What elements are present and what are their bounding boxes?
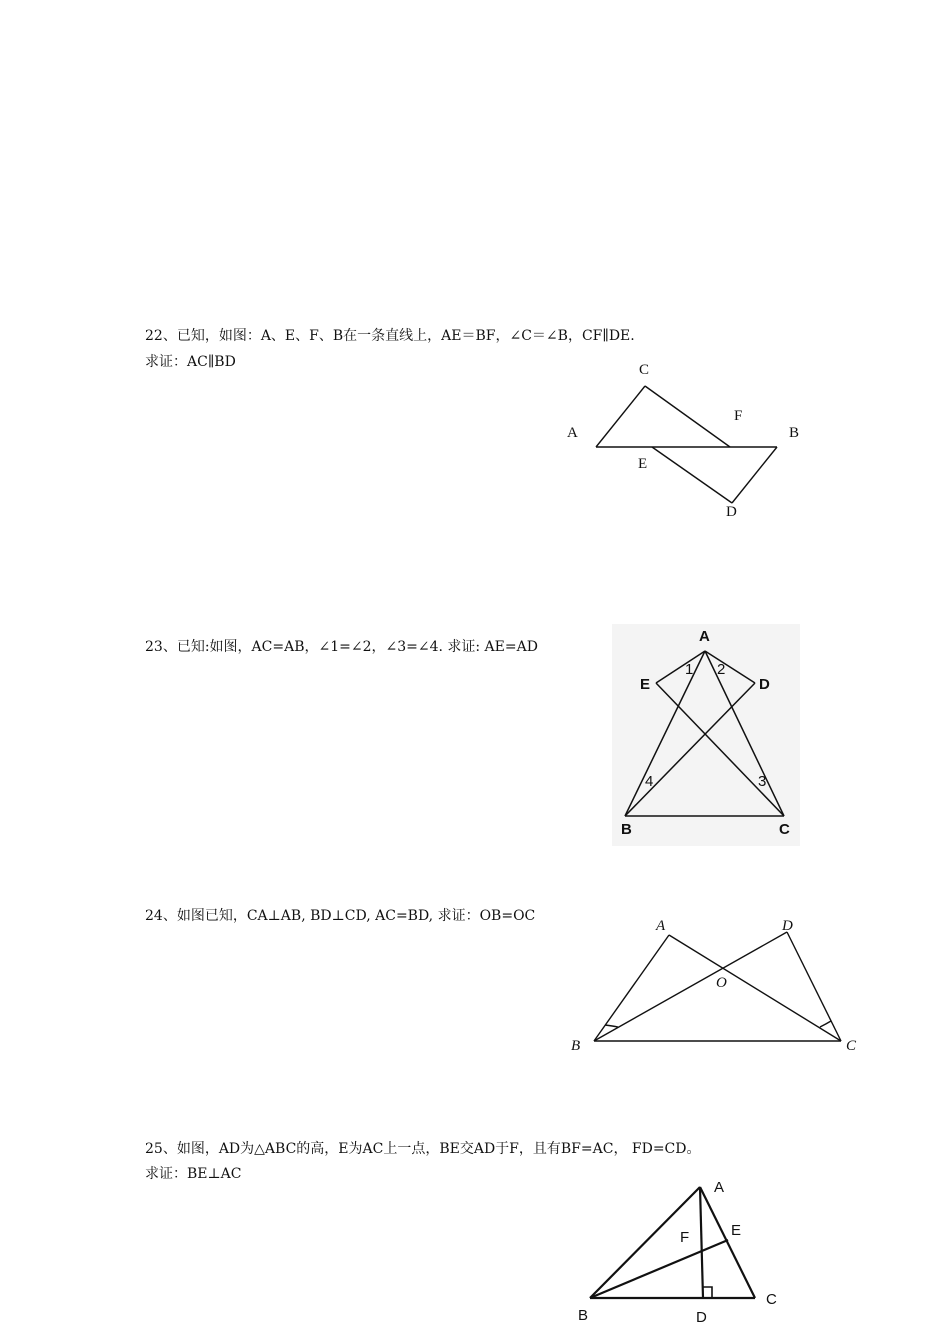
- segment-cf: [645, 386, 730, 447]
- angle-mark-b: [605, 1025, 618, 1027]
- problem-24-statement: 24、如图已知，CA⊥AB, BD⊥CD, AC=BD, 求证：OB=OC: [145, 908, 536, 924]
- right-angle-mark: [703, 1287, 712, 1298]
- problem-23-statement: 23、已知:如图，AC=AB，∠1=∠2，∠3=∠4. 求证: AE=AD: [145, 639, 538, 655]
- problem-22-prove: 求证：AC∥BD: [145, 354, 236, 370]
- label-angle-3: 3: [758, 773, 767, 790]
- segment-ac: [596, 386, 645, 447]
- label-b: B: [571, 1038, 581, 1054]
- segment-ed: [652, 447, 732, 503]
- label-c: C: [766, 1291, 777, 1308]
- segment-ad-height: [700, 1187, 703, 1298]
- label-f: F: [734, 408, 743, 424]
- label-angle-2: 2: [717, 661, 726, 678]
- label-e: E: [640, 676, 651, 693]
- segment-be: [590, 1240, 728, 1298]
- segment-db: [732, 447, 777, 503]
- problem-22-figure: [560, 355, 820, 525]
- problem-25-figure: [570, 1168, 790, 1338]
- label-c: C: [846, 1038, 857, 1054]
- problem-23-figure: [612, 624, 800, 846]
- label-d: D: [726, 504, 737, 520]
- problem-25-prove: 求证：BE⊥AC: [145, 1166, 242, 1182]
- label-d: D: [759, 676, 770, 693]
- label-angle-4: 4: [645, 773, 654, 790]
- label-e: E: [731, 1222, 742, 1239]
- label-a: A: [567, 425, 578, 441]
- label-b: B: [621, 821, 632, 838]
- label-o: O: [716, 975, 727, 991]
- problem-25-statement: 25、如图，AD为△ABC的高，E为AC上一点，BE交AD于F，且有BF=AC， FD=CD。: [145, 1141, 701, 1157]
- label-a: A: [699, 628, 710, 645]
- segment-ac: [700, 1187, 755, 1298]
- label-c: C: [639, 362, 650, 378]
- label-b: B: [578, 1307, 589, 1324]
- label-a: A: [656, 918, 666, 934]
- label-c: C: [779, 821, 790, 838]
- label-e: E: [638, 456, 648, 472]
- label-d: D: [696, 1309, 707, 1326]
- label-f: F: [680, 1229, 690, 1246]
- problem-24-figure: [565, 910, 865, 1060]
- label-angle-1: 1: [685, 661, 694, 678]
- label-a: A: [714, 1179, 725, 1196]
- label-d: D: [782, 918, 793, 934]
- label-b: B: [789, 425, 800, 441]
- problem-22-statement: 22、已知，如图：A、E、F、B在一条直线上，AE＝BF，∠C＝∠B，CF∥DE.: [145, 328, 635, 344]
- angle-mark-c: [820, 1021, 831, 1027]
